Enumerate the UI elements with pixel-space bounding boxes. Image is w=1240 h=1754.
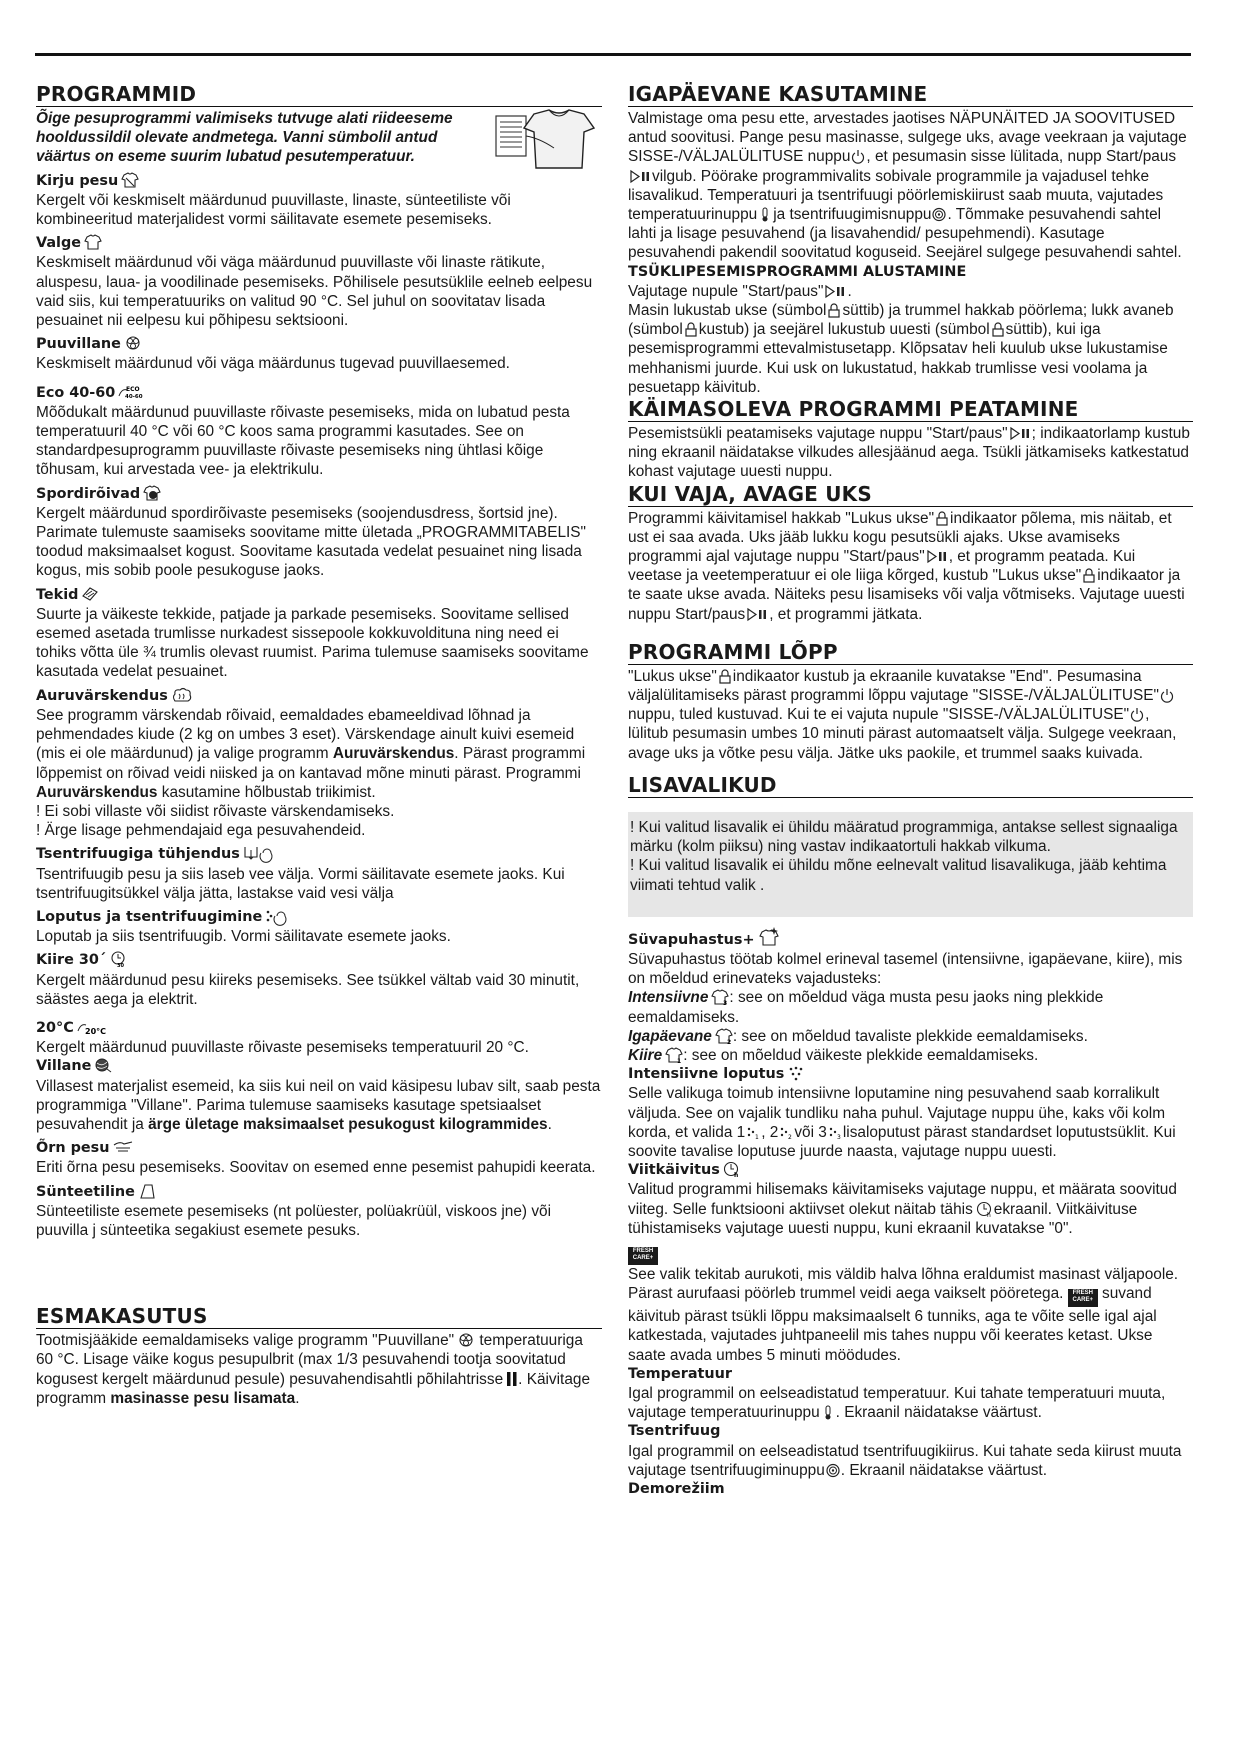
deep-clean-text: Süvapuhastus töötab kolmel erineval tasemel (intensiivne, igapäevane, kiire), mis on mõeldud erinevateks vajadusteks: <box>628 950 1183 988</box>
program-text-colors: Kergelt või keskmiselt määrdunud puuvillaste, linaste, sünteetiliste või kombineeritud materjalidest vormi säilitavate esemete pesemiseks. <box>36 191 511 229</box>
temperature-text: Igal programmil on eelseadistatud temperatuur. Kui tahate temperatuuri muuta, vajutage temperatuurinuppu . Ekraanil näidatakse väärtust. <box>628 1384 1166 1422</box>
program-end-heading: PROGRAMMI LÕPP <box>628 640 1193 665</box>
spin-drain-icon <box>243 845 277 861</box>
open-door-text: Programmi käivitamisel hakkab "Lukus ukse" indikaator põlema, mis näitab, et ust ei saa avada. Uks jääb lukku kogu pesutsükli ajaks. Ukse avamiseks programmi ajal vajutage nuppu "Start/paus" , et programm peatada. Kui veetase ja veetemperatuur ei ole liiga kõrged, kustub "Lukus ukse" indikaator ja te saate ukse avada. Näiteks pesu lisamiseks või valja võtmiseks. Vajutage uuesti nuppu Start/paus , et programmi jätkata. <box>628 509 1185 623</box>
program-text-synthetic: Sünteetiliste esemete pesemiseks (nt polüester, polüakrüül, viskoos jne) või puuvilla j sünteetika segakiust esemete pesuks. <box>36 1202 551 1239</box>
program-title-spin-drain: Tsentrifuugiga tühjendus <box>36 845 602 864</box>
lock-icon <box>935 511 949 526</box>
program-title-sport: Spordirõivad <box>36 485 602 504</box>
fresh-care-badge-inline: FRESH CARE+ <box>1068 1289 1098 1307</box>
option-title-spin: Tsentrifuug <box>628 1423 721 1440</box>
lock-icon <box>718 669 732 684</box>
program-text-sport: Kergelt määrdunud spordirõivaste pesemiseks (soojendusdress, šortsid jne). Parimate tulemuste saamiseks soovitame mitte ületada „PROGRAMMITABELIS" toodud maksimaalset kogust. Soovitame kasutada vedelat pesuainet ning lisada kogus, mis sobib poole pesukoguse jaoks. <box>36 504 587 580</box>
svg-text:h: h <box>733 1172 739 1180</box>
lock-icon <box>991 322 1005 337</box>
deep-clean-3-icon <box>711 989 729 1008</box>
cotton-flower-icon <box>124 335 142 351</box>
right-column <box>628 82 1193 1499</box>
start-pause-icon <box>1009 426 1031 441</box>
svg-text:20°C: 20°C <box>84 1026 106 1036</box>
lock-icon <box>827 303 841 318</box>
steam-refresh-icon <box>171 687 193 703</box>
fresh-care-text: See valik tekitab aurukoti, mis väldib halva lõhna eraldumist masinast väljapoole. Pärast aurufaasi pöörleb trummel veidi aega vaikselt pööretega. FRESH CARE+ suvand käivitub pärast tsükli lõppu maksimaalselt 6 tunniks, aga te võite selle igal ajal katkestada, vajutades juhtpaneelil mis tahes nuppu või keerates ketast. Ukse saate avada umbes 5 minuti möödudes. <box>628 1265 1179 1364</box>
program-text-white: Keskmiselt määrdunud või väga määrdunud puuvillaste või linaste rätikute, aluspesu, laua- ja voodilinade pesemiseks. Põhilisele pesutsüklile eelneb eelpesu vaid siis, kui temperatuuriks on valitud 90 °C. Sel juhul on soovitatav lisada pesuainet nii eelpesu kui põhipesu sektsiooni. <box>36 254 593 330</box>
open-door-heading: KUI VAJA, AVAGE UKS <box>628 482 1193 507</box>
program-text-spin-drain: Tsentrifuugib pesu ja siis laseb vee välja. Vormi säilitavate esemete jaoks. Kui tsentrifuugitsükkel välja jätta, lastakse vaid vesi välja <box>36 865 565 902</box>
power-icon <box>851 149 865 164</box>
care-label-shirt-icon <box>494 108 604 176</box>
delay-text: Valitud programmi hilisemaks käivitamiseks vajutage nuppu, et määrata soovitud viiteg. Selle funktsiooni aktiivset olekut näitab tähis h ekraanil. Viitkäivituse tühistamiseks vajutage uuesti nuppu, kuni ekraanil kuvatakse "0". <box>628 1181 1177 1237</box>
delay-clock-icon-small <box>976 1201 994 1217</box>
svg-text:3: 3 <box>836 1133 841 1141</box>
spin-icon <box>826 1463 840 1478</box>
rinse-spin-icon <box>265 908 293 924</box>
option-title-delay: Viitkäivitus h <box>628 1161 1193 1180</box>
lock-icon <box>684 322 698 337</box>
colored-shirt-icon <box>121 172 139 188</box>
program-text-eco: Mõõdukalt määrdunud puuvillaste rõivaste pesemiseks, mida on lubatud pesta temperatuuril 40 °C või 60 °C koos sama programmi kasutades. See on standardpesuprogramm puuvillaste rõivaste pesemiseks ning ühtlasi kõige tõhusam, kui arvestada vee- ja elektrikulu. <box>36 403 570 479</box>
start-pause-icon <box>629 169 651 184</box>
deep-clean-shirt-icon <box>758 927 780 947</box>
sport-shirt-icon <box>143 485 161 501</box>
program-title-synthetic: Sünteetiline <box>36 1183 602 1202</box>
start-pause-icon <box>926 549 948 564</box>
steam-warning-1: ! Ei sobi villaste või siidist rõivaste värskendamiseks. <box>36 802 395 820</box>
option-title-demo: Demorežiim <box>628 1480 725 1497</box>
program-title-duvets: Tekid <box>36 586 602 605</box>
cycle-start-heading: TSÜKLIPESEMISPROGRAMMI ALUSTAMINE <box>628 263 967 280</box>
start-pause-icon <box>824 284 846 299</box>
daily-use-heading: IGAPÄEVANE KASUTAMINE <box>628 82 1193 107</box>
program-text-20c: Kergelt määrdunud puuvillaste rõivaste pesemiseks temperatuuril 20 °C. <box>36 1039 529 1057</box>
svg-text:2: 2 <box>726 1038 732 1046</box>
svg-text:1: 1 <box>677 1057 682 1065</box>
spin-text: Igal programmil on eelseadistatud tsentrifuugikiirus. Kui tahate seda kiirust muuta vajutage tsentrifuugiminuppu . Ekraanil näidatakse väärtust. <box>628 1442 1182 1479</box>
program-text-delicate: Eriti õrna pesu pesemiseks. Soovitav on esemed enne pesemist pahupidi keerata. <box>36 1159 596 1177</box>
daily-use-text: Valmistage oma pesu ette, arvestades jaotises NÄPUNÄITED JA SOOVITUSED antud soovitusi. Pange pesu masinasse, sulgege uks, avage veekraan ja vajutage SISSE-/VÄLJALÜLITUSE nuppu , et pesumasin sisse lülitada, nupp Start/pausvilgub. Pöörake programmivalits sobivale programmile ja vajadusel tehke lisavalikud. Temperatuuri ja tsentrifuugi pöörlemiskiirust saab muuta, vajutades temperatuurinuppu ja tsentrifuugimisnuppu . Tõmmake pesuvahendi sahtel lahti ja lisage pesuvahend (ja lisavahendid/ pesupehmendi). Kasutage pesuvahendi pakendil soovitatud koguseid. Seejärel sulgege pesuvahendi sahtel. <box>628 110 1187 262</box>
pause-text: Pesemistsükli peatamiseks vajutage nuppu "Start/paus" ; indikaatorlamp kustub ning ekraanil näidatakse vilkudes allesjäänud aega. Tsükli jätkamiseks katkestatud kohast vajutage uuesti nuppu. <box>628 425 1190 481</box>
cotton-flower-icon-small <box>457 1332 475 1348</box>
deep-clean-level-quick: Kiire 1 : see on mõeldud väikeste plekkide eemaldamiseks. <box>628 1046 1039 1065</box>
detergent-compartment-icon <box>506 1371 518 1387</box>
programs-heading: PROGRAMMID <box>36 82 602 107</box>
quick-30-icon <box>109 951 127 970</box>
program-title-wool: Villane <box>36 1057 602 1076</box>
option-title-deep-clean: Süvapuhastus+ <box>628 927 1193 950</box>
synthetic-icon <box>138 1183 156 1199</box>
svg-text:30: 30 <box>117 963 125 970</box>
program-title-colors: Kirju pesu <box>36 172 602 191</box>
svg-text:40-60: 40-60 <box>125 393 143 400</box>
program-title-rinse-spin: Loputus ja tsentrifuugimine <box>36 908 602 927</box>
fresh-care-badge: FRESH CARE+ <box>628 1242 1193 1265</box>
program-text-cotton: Keskmiselt määrdunud või väga määrdunus tugevad puuvillaesemed. <box>36 355 510 373</box>
program-text-quick: Kergelt määrdunud pesu kiireks pesemiseks. See tsükkel vältab vaid 30 minutit, säästes aega ja elektrit. <box>36 971 580 1008</box>
program-text-wool: Villasest materjalist esemeid, ka siis kui neil on vaid käsipesu lubav silt, saab pesta programmiga "Villane". Parima tulemuse saamiseks kasutage spetsiaalset pesuvahendit ja ärge ületage maksimaalset pesukogust kilogrammides. <box>36 1077 601 1133</box>
steam-warning-2: ! Ärge lisage pehmendajaid ega pesuvahendeid. <box>36 822 366 840</box>
program-text-rinse-spin: Loputab ja siis tsentrifuugib. Vormi säilitavate esemete jaoks. <box>36 928 451 946</box>
lock-icon <box>1082 568 1096 583</box>
option-title-temperature: Temperatuur <box>628 1365 732 1382</box>
duvet-icon <box>81 586 99 602</box>
thermometer-icon <box>758 207 772 222</box>
20c-tub-icon <box>77 1019 107 1035</box>
deep-clean-1-icon <box>665 1047 683 1063</box>
rinse-3-icon <box>828 1125 842 1140</box>
white-shirt-icon <box>84 234 102 250</box>
program-title-cotton: Puuvillane <box>36 335 602 354</box>
power-icon <box>1130 707 1144 722</box>
intensive-rinse-text: Selle valikuga toimub intensiivne loputamine ning pesuvahend saab korralikult väljuda. See on vajalik tundliku naha puhul. Vajutage nuppu ühe, kaks või kolm korda, et valida 1 1 , 2 2 või 3 3 lisaloputust pärast standardset loputustsüklit. Kui soovite tavalise loputuse juurde naasta, vajutage nuppu uuesti. <box>628 1085 1176 1160</box>
programs-intro: Õige pesuprogrammi valimiseks tutvuge alati riideeseme hooldussildil olevate andmetega. Vanni sümbolil antud väärtus on eseme suurim lubatud pesutemperatuur. <box>36 110 453 166</box>
left-column <box>36 82 602 1408</box>
options-note-box <box>628 812 1193 917</box>
program-title-steam: Auruvärskendus <box>36 687 602 706</box>
eco-40-60-icon <box>118 384 143 400</box>
rinse-drops-icon <box>787 1065 805 1081</box>
rinse-2-icon <box>779 1125 793 1140</box>
rinse-1-icon <box>746 1125 760 1140</box>
svg-text:ECO: ECO <box>126 385 140 393</box>
options-note-2: ! Kui valitud lisavalik ei ühildu mõne eelnevalt valitud lisavalikuga, jääb kehtima viimati tehtud valik . <box>630 857 1167 894</box>
program-text-duvets: Suurte ja väikeste tekkide, patjade ja parkade pesemiseks. Soovitame sellised esemed asetada trumlisse nurkadest sissepoole kokkuvolditunа ning need ei tohiks võtta üle ¾ trumlis olevast ruumist. Parima tulemuse saamiseks soovitame kasutada vedelat pesuainet. <box>36 605 589 681</box>
svg-text:3: 3 <box>723 1000 728 1008</box>
program-title-white: Valge <box>36 234 602 253</box>
spin-icon <box>932 207 946 222</box>
hand-wash-icon <box>112 1139 134 1155</box>
option-title-intensive-rinse: Intensiivne loputus <box>628 1065 1193 1084</box>
deep-clean-2-icon <box>715 1028 733 1044</box>
options-heading: LISAVALIKUD <box>628 773 1193 798</box>
program-title-quick: Kiire 30´ 30 <box>36 951 602 970</box>
svg-text:h: h <box>986 1211 991 1219</box>
deep-clean-level-intensive: Intensiivne 3 : see on mõeldud väga musta pesu jaoks ning plekkide eemaldamiseks. <box>628 989 1104 1026</box>
first-use-heading: ESMAKASUTUS <box>36 1304 602 1329</box>
program-title-eco: Eco 40-60 ECO 40-60 <box>36 384 143 401</box>
start-pause-icon <box>746 607 768 622</box>
delay-clock-icon <box>723 1161 741 1180</box>
program-text-steam: See programm värskendab rõivaid, eemaldades ebameeldivad lõhnad ja pehmendades kiude (2 kg on umbes 3 eset). Värskendage ainult kuivi esemeid (mis ei ole määrdunud) ja valige programm Auruvärskendus. Pärast programmi lõppemist on rõivad veidi niisked ja on kantavad mõne minuti pärast. Programmi Auruvärskendus kasutamine hõlbustab triikimist. <box>36 706 586 801</box>
pause-heading: KÄIMASOLEVA PROGRAMMI PEATAMINE <box>628 397 1193 422</box>
deep-clean-level-daily: Igapäevane 2 : see on mõeldud tavaliste plekkide eemaldamiseks. <box>628 1027 1088 1046</box>
program-title-delicate: Õrn pesu <box>36 1139 602 1158</box>
first-use-text: Tootmisjääkide eemaldamiseks valige programm "Puuvillane" temperatuuriga 60 °C. Lisage väike kogus pesupulbrit (max 1/3 pesuvahendi tootja soovitatud kogusest kergelt määrdunud pesule) pesuvahendisahtli põhilahtrisse . Käivitage programm masinasse pesu lisamata. <box>36 1332 591 1407</box>
svg-text:1: 1 <box>755 1133 760 1141</box>
power-icon <box>1160 688 1174 703</box>
svg-text:2: 2 <box>788 1133 793 1141</box>
cycle-start-text: Vajutage nupule "Start/paus" . Masin lukustab ukse (sümbol süttib) ja trummel hakkab pöörlema; lukk avaneb (sümbol kustub) ja seejärel lukustub uuesti (sümbol süttib), kui iga pesemisprogrammi ettevalmistusetapp. Klõpsatav heli kuulub ukse lukustamise mehhanismi juurde. Kui usk on lukustatud, hakkab trumlisse vesi voolama ja pesuetapp käivitub. <box>628 282 1174 396</box>
program-title-20c: 20°C 20°C <box>36 1019 106 1036</box>
thermometer-icon <box>821 1405 835 1420</box>
wool-ball-icon <box>94 1057 112 1073</box>
options-note-1: ! Kui valitud lisavalik ei ühildu määratud programmiga, antakse sellest signaaliga märku (kolm piiksu) ning vastav indikaatortuli hakkab vilkuma. <box>630 818 1178 856</box>
program-end-text: "Lukus ukse" indikaator kustub ja ekraanile kuvatakse "End". Pesumasina väljalülitamiseks pärast programmi lõppu vajutage "SISSE-/VÄLJALÜLITUSE"nuppu, tuled kustuvad. Kui te ei vajuta nupule "SISSE-/VÄLJALÜLITUSE" , lülitub pesumasin umbes 10 minuti pärast automaatselt välja. Sulgege veekraan, avage uks ja võtke pesu välja. Jätke uks paokile, et trummel saaks kuivada. <box>628 667 1177 762</box>
top-rule <box>35 53 1191 56</box>
